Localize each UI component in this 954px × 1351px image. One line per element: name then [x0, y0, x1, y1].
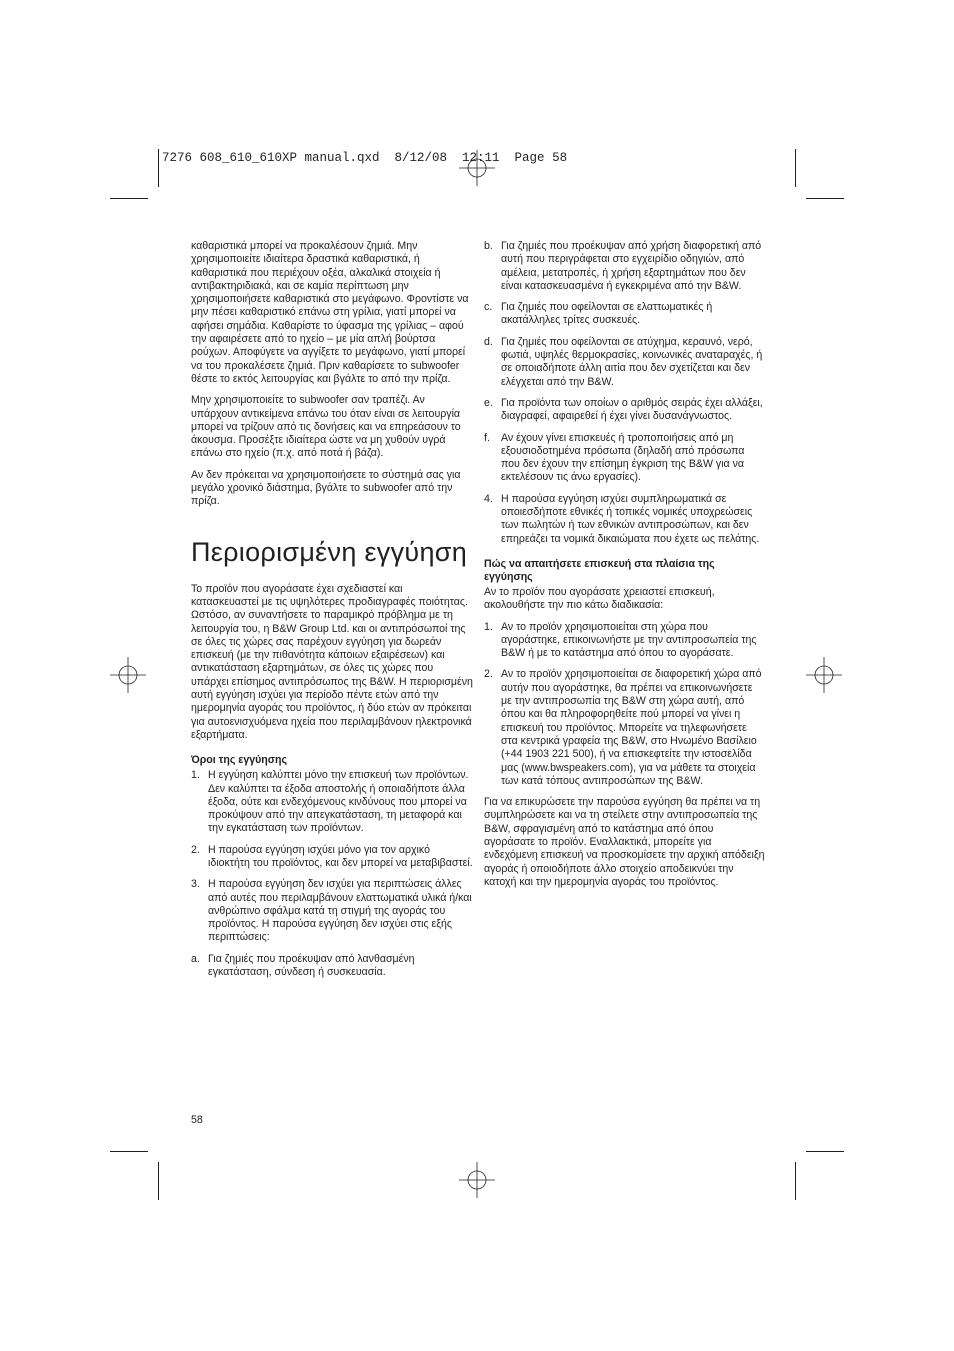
list-text: Η παρούσα εγγύηση ισχύει συμπληρωματικά σε οποιεσδήποτε εθνικές ή τοπικές νομικές υποχρεώσεις των πωλητών ή των εθνικών αντιπροσώπων, και δεν επηρεάζει τα νομικά δικαιώματα που έχετε ως πελάτης.: [501, 492, 760, 545]
registration-mark-icon: [459, 1162, 495, 1198]
list-number: d.: [484, 335, 493, 348]
list-text: Αν το προϊόν χρησιμοποιείται στη χώρα που αγοράστηκε, επικοινωνήστε με την αντιπροσωπεία της B&W ή με το κατάστημα από όπου το αγοράσατε.: [501, 620, 757, 660]
list-text: Για ζημιές που προέκυψαν από λανθασμένη εγκατάσταση, σύνδεση ή συσκευασία.: [208, 952, 415, 979]
list-item: [484, 668, 766, 788]
list-number: 1.: [191, 769, 200, 782]
list-number: 4.: [484, 492, 493, 505]
list-number: a.: [191, 952, 200, 965]
list-text: Η εγγύηση καλύπτει μόνο την επισκευή των προϊόντων. Δεν καλύπτει τα έξοδα αποστολής ή οποιαδήποτε άλλα έξοδα, ούτε και ενδεχόμενους κινδύνους που μπορεί να προκύψουν από την απεγκατάσταση, τη μεταφορά και την εγκατάσταση των προϊόντων.: [208, 769, 469, 835]
print-slug: 7276 608_610_610XP manual.qxd 8/12/08 12:11 Page 58: [162, 151, 568, 165]
subheading: Όροι της εγγύησης: [191, 754, 287, 767]
list-item: [191, 953, 473, 980]
crop-mark: [795, 1162, 796, 1200]
list-number: c.: [484, 301, 493, 314]
list-number: 2.: [484, 668, 493, 681]
paragraph: Αν το προϊόν που αγοράσατε χρειαστεί επισκευή, ακολουθήστε την πιο κάτω διαδικασία:: [484, 585, 715, 612]
registration-mark-icon: [110, 657, 146, 693]
list-number: 2.: [191, 843, 200, 856]
paragraph: Αν δεν πρόκειται να χρησιμοποιήσετε το σύστημά σας για μεγάλο χρονικό διάστημα, βγάλτε το subwoofer από την πρίζα.: [191, 468, 461, 508]
list-text: Για ζημιές που οφείλονται σε ατύχημα, κεραυνό, νερό, φωτιά, υψηλές θερμοκρασίες, κοινωνικές αναταραχές, ή σε οποιαδήποτε άλλη αιτία που δεν σχετίζεται και δεν ελέγχεται από την B&W.: [501, 335, 763, 388]
list-item: [484, 301, 766, 328]
list-item: [191, 844, 473, 871]
list-number: 3.: [191, 878, 200, 891]
list-text: Για προϊόντα των οποίων ο αριθμός σειράς έχει αλλάξει, διαγραφεί, αφαιρεθεί ή έχει γίνει δυσανάγνωστος.: [501, 396, 763, 423]
list-number: e.: [484, 396, 493, 409]
list-text: Η παρούσα εγγύηση δεν ισχύει για περιπτώσεις άλλες από αυτές που περιλαμβάνουν ελαττωματικά υλικά ή/και ανθρώπινο σφάλμα κατά τη στιγμή της αγοράς του προϊόντος. Η παρούσα εγγύηση δεν ισχύει στις εξής περιπτώσεις:: [208, 878, 472, 944]
list-item: [191, 878, 473, 944]
left-column: [191, 240, 473, 987]
right-column: [484, 240, 766, 897]
list-number: f.: [484, 431, 490, 444]
section-title: Περιορισμένη εγγύηση: [191, 536, 468, 567]
list-text: Αν το προϊόν χρησιμοποιείται σε διαφορετική χώρα από αυτήν που αγοράστηκε, θα πρέπει να επικοινωνήσετε με την αντιπροσωπία της B&W στη χώρα αυτή, από όπου και θα πληροφορηθείτε πού μπορεί να γίνει η επισκευή του προϊόντος. Μπορείτε να τηλεφωνήσετε στα κεντρικά γραφεία της B&W, στο Ηνωμένο Βασίλειο (+44 1903 221 500), ή να επισκεφτείτε την ιστοσελίδα μας (www.bwspeakers.com), για να μάθετε τα στοιχεία των κατά τόπους αντιπροσώπων της B&W.: [501, 668, 762, 787]
crop-mark: [110, 1151, 148, 1152]
list-item: [484, 336, 766, 389]
paragraph: Το προϊόν που αγοράσατε έχει σχεδιαστεί και κατασκευαστεί με τις υψηλότερες προδιαγραφές ποιότητας. Ωστόσο, αν συναντήσετε το παραμικρό πρόβλημα με τη λειτουργία του, η B&W Group Ltd. και οι αντιπρόσωποί της σε όλες τις χώρες σας παρέχουν εγγύηση για δωρεάν επισκευή (με την πιθανότητα κάποιων εξαιρέσεων) και αντικατάσταση εξαρτημάτων, σε όλες τις χώρες που υπάρχει επίσημος αντιπρόσωπος της B&W. Η περιορισμένη αυτή εγγύηση ισχύει για περίοδο πέντε ετών από την ημερομηνία αγοράς του προϊόντος, ή δύο ετών αν πρόκειται για αυτοενισχυόμενα ηχεία που περιλαμβάνουν ηλεκτρονικά εξαρτήματα.: [191, 582, 473, 741]
list-text: Η παρούσα εγγύηση ισχύει μόνο για τον αρχικό ιδιοκτήτη του προϊόντος, και δεν μπορεί να μεταβιβαστεί.: [208, 843, 473, 869]
list-number: b.: [484, 240, 493, 252]
list-text: Για ζημιές που οφείλονται σε ελαττωματικές ή ακατάλληλες τρίτες συσκευές.: [501, 301, 713, 327]
list-item: [484, 397, 766, 424]
page-number: 58: [191, 1114, 203, 1126]
list-item: [484, 621, 766, 661]
list-text: Αν έχουν γίνει επισκευές ή τροποποιήσεις από μη εξουσιοδοτημένα πρόσωπα (δηλαδή από πρόσωπα που δεν έχουν την επίσημη έγκριση της B&W για να εκτελέσουν τις άνω εργασίες).: [501, 431, 745, 484]
list-text: Για ζημιές που προέκυψαν από χρήση διαφορετική από αυτή που περιγράφεται στο εγχειρίδιο οδηγιών, από αμέλεια, μετατροπές, ή χρήση εξαρτημάτων που δεν είναι κατασκευασμένα ή εγκεκριμένα από την B&W.: [501, 240, 762, 292]
crop-mark: [806, 198, 844, 199]
list-item: [484, 432, 766, 485]
crop-mark: [795, 149, 796, 187]
crop-mark: [158, 1162, 159, 1200]
list-item: [484, 493, 766, 546]
crop-mark: [158, 149, 159, 187]
crop-mark: [110, 198, 148, 199]
paragraph: Μην χρησιμοποιείτε το subwoofer σαν τραπέζι. Αν υπάρχουν αντικείμενα επάνω του όταν είναι σε λειτουργία μπορεί να τρίζουν από τις δονήσεις και να επηρεάσουν το άκουσμα. Προσέξτε ιδιαίτερα ώστε να μη χυθούν υγρά επάνω στο ηχείο (π.χ. από ποτά ή βάζα).: [191, 394, 461, 460]
paragraph: Για να επικυρώσετε την παρούσα εγγύηση θα πρέπει να τη συμπληρώσετε και να τη στείλετε στην αντιπροσωπεία της B&W, σφραγισμένη από το κατάστημα από όπου αγοράσατε το προϊόν. Εναλλακτικά, μπορείτε για ενδεχόμενη επισκευή να προσκομίσετε την αρχική απόδειξη αγοράς ή οποιοδήποτε άλλο στοιχείο αποδεικνύει την κατοχή και την ημερομηνία αγοράς του προϊόντος.: [484, 796, 765, 888]
list-item: [484, 240, 766, 293]
crop-mark: [806, 1151, 844, 1152]
registration-mark-icon: [806, 657, 842, 693]
subheading: Πώς να απαιτήσετε επισκευή στα πλαίσια της εγγύησης: [484, 557, 715, 583]
list-item: [191, 769, 473, 835]
paragraph: καθαριστικά μπορεί να προκαλέσουν ζημιά. Μην χρησιμοποιείτε ιδιαίτερα δραστικά καθαριστικά, ή καθαριστικά που περιέχουν οξέα, αλκαλικά στοιχεία ή αντιβακτηριδιακά, και σε καμία περίπτωση μην χρησιμοποιήσετε καθαριστικά στο μεγάφωνο. Φροντίστε να μην πέσει καθαριστικό επάνω στη γρίλια, γιατί μπορεί να αφήσει σημάδια. Καθαρίστε το ύφασμα της γρίλιας – αφού την αφαιρέσετε από το ηχείο – με μία απλή βούρτσα ρούχων. Αποφύγετε να αγγίξετε το μεγάφωνο, γιατί μπορεί να του προκαλέσετε ζημιά. Πριν καθαρίσετε το subwoofer θέστε το εκτός λειτουργίας και βγάλτε το από την πρίζα.: [191, 240, 469, 385]
list-number: 1.: [484, 620, 493, 633]
